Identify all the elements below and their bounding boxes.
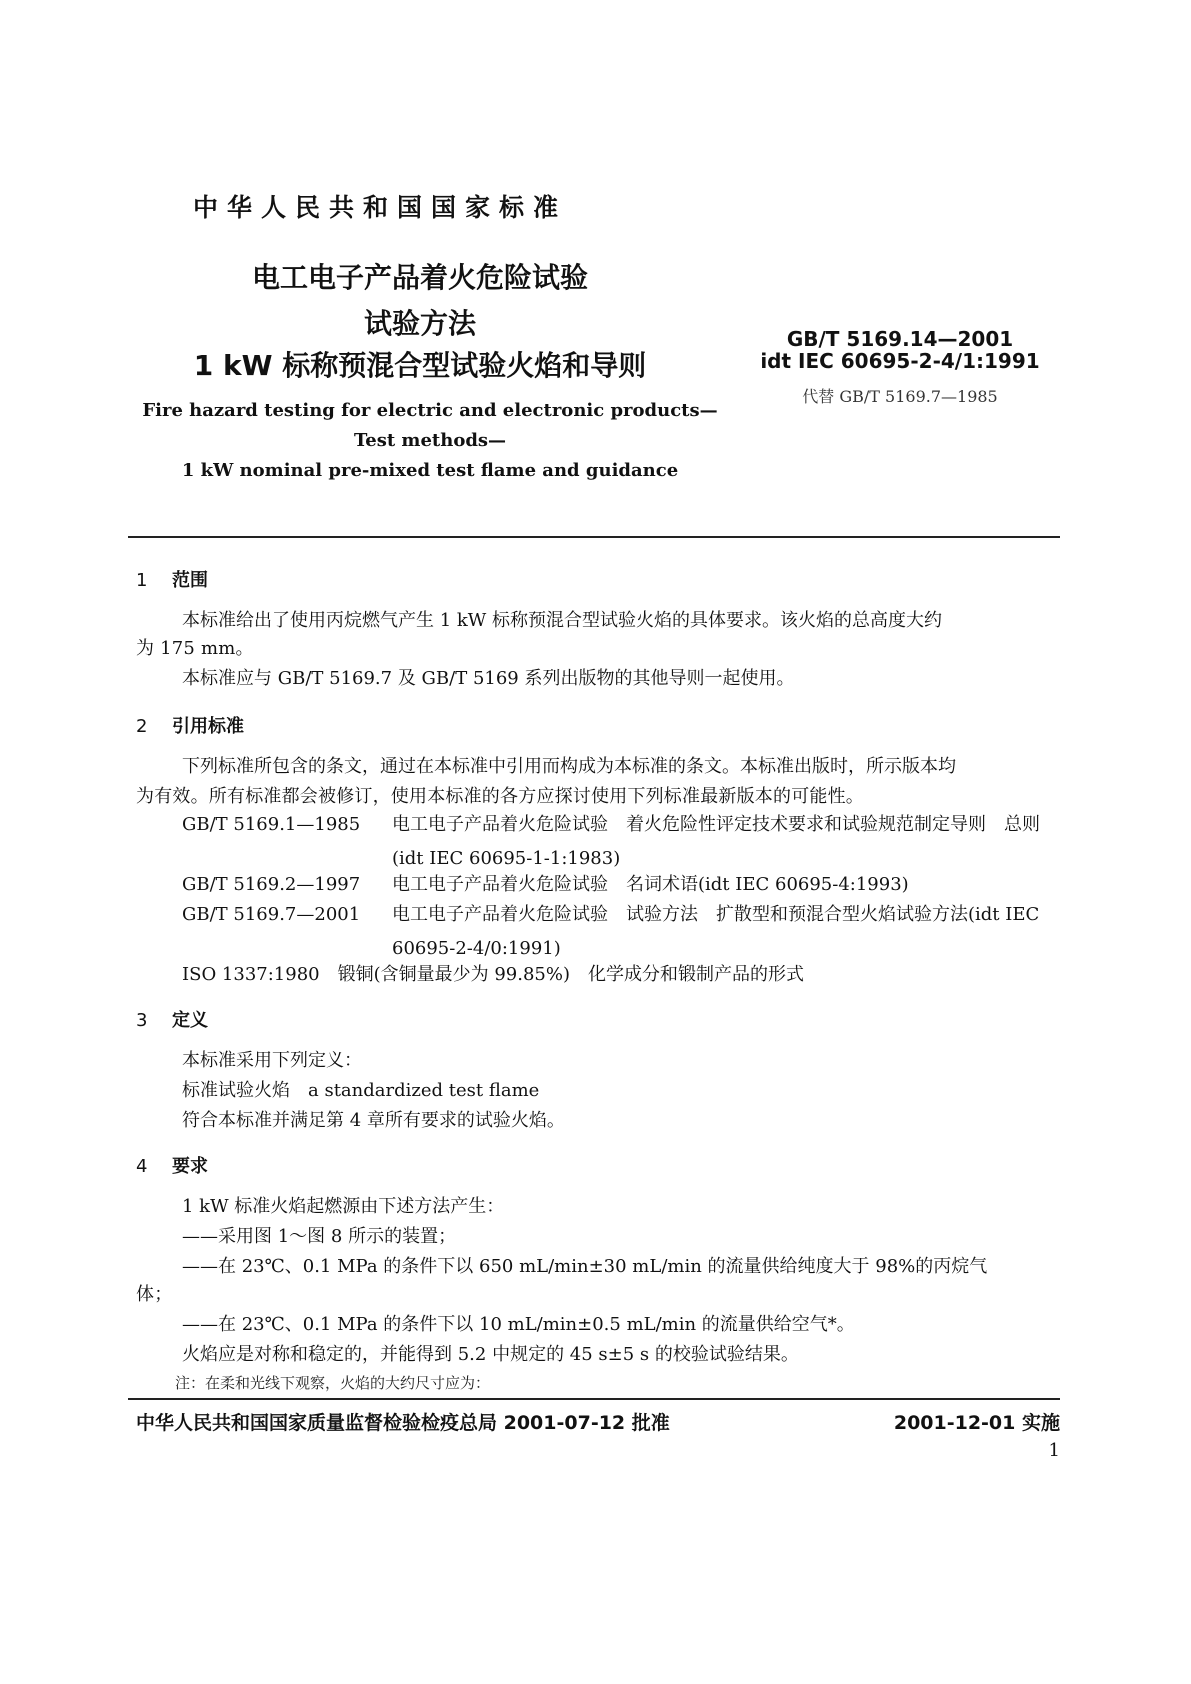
title-cn-line-2: 试验方法 [363, 307, 476, 340]
title-en-line-1: Fire hazard testing for electric and electronic products— [142, 400, 718, 421]
section-2-heading [136, 712, 244, 738]
section-1-heading [136, 566, 208, 592]
sec4-item-3: ——在 23℃、0.1 MPa 的条件下以 10 mL/min±0.5 mL/min 的流量供给空气*。 [182, 1314, 855, 1335]
idt-reference: idt IEC 60695-2-4/1:1991 [760, 349, 1040, 373]
sec1-paragraph-1b: 为 175 mm。 [136, 638, 254, 659]
sec4-note: 注：在柔和光线下观察，火焰的大约尺寸应为： [175, 1374, 491, 1392]
reference-description: 电工电子产品着火危险试验 试验方法 扩散型和预混合型火焰试验方法(idt IEC 60695-2-4/0:1991) [392, 904, 1040, 959]
title-en-line-3: 1 kW nominal pre-mixed test flame and guidance [181, 460, 679, 481]
sec3-definition-text: 符合本标准并满足第 4 章所有要求的试验火焰。 [182, 1110, 565, 1131]
reference-item [182, 808, 1060, 876]
country-standard-heading: 中华人民共和国国家标准 [192, 193, 567, 222]
page-number: 1 [1048, 1440, 1060, 1461]
standard-number-block [740, 328, 1060, 407]
sec4-paragraph-5: 火焰应是对称和稳定的，并能得到 5.2 中规定的 45 s±5 s 的校验试验结果。 [182, 1344, 799, 1365]
sec1-paragraph-2: 本标准应与 GB/T 5169.7 及 GB/T 5169 系列出版物的其他导则一起使用。 [182, 668, 795, 689]
reference-code: GB/T 5169.7—2001 [182, 904, 361, 925]
title-en-line-2: Test methods— [353, 430, 507, 451]
iso-reference: ISO 1337:1980 锻铜(含铜量最少为 99.85%) 化学成分和锻制产品的形式 [182, 964, 804, 985]
section-number: 2 [136, 716, 148, 737]
section-title: 引用标准 [172, 716, 244, 737]
reference-item [182, 868, 1060, 902]
section-number: 4 [136, 1156, 148, 1177]
footer-divider [128, 1398, 1060, 1400]
section-number: 3 [136, 1010, 148, 1031]
sec4-item-2a: ——在 23℃、0.1 MPa 的条件下以 650 mL/min±30 mL/min 的流量供给纯度大于 98%的丙烷气 [182, 1256, 988, 1277]
reference-code: GB/T 5169.2—1997 [182, 874, 361, 895]
section-title: 要求 [172, 1156, 208, 1177]
sec3-definition-term: 标准试验火焰 a standardized test flame [182, 1080, 540, 1101]
reference-item [182, 898, 1060, 966]
title-cn-line-1: 电工电子产品着火危险试验 [251, 261, 588, 294]
sec2-paragraph-1b: 为有效。所有标准都会被修订，使用本标准的各方应探讨使用下列标准最新版本的可能性。 [136, 786, 864, 807]
replaces-standard: 代替 GB/T 5169.7—1985 [802, 387, 998, 406]
section-4-heading [136, 1152, 208, 1178]
sec4-paragraph-1: 1 kW 标准火焰起燃源由下述方法产生： [182, 1196, 505, 1217]
effective-date: 2001-12-01 实施 [893, 1412, 1060, 1434]
approval-statement: 中华人民共和国国家质量监督检验检疫总局 2001-07-12 批准 [136, 1412, 670, 1434]
sec3-paragraph-1: 本标准采用下列定义： [182, 1050, 362, 1071]
sec4-item-2b: 体； [136, 1284, 173, 1305]
sec2-paragraph-1a: 下列标准所包含的条文，通过在本标准中引用而构成为本标准的条文。本标准出版时，所示版本均 [182, 756, 956, 777]
standard-number: GB/T 5169.14—2001 [786, 327, 1014, 351]
sec4-item-1: ——采用图 1～图 8 所示的装置； [182, 1226, 457, 1247]
section-number: 1 [136, 570, 148, 591]
reference-description: 电工电子产品着火危险试验 着火危险性评定技术要求和试验规范制定导则 总则(idt IEC 60695-1-1:1983) [392, 814, 1040, 869]
section-title: 定义 [172, 1010, 208, 1031]
sec1-paragraph-1a: 本标准给出了使用丙烷燃气产生 1 kW 标称预混合型试验火焰的具体要求。该火焰的总高度大约 [182, 610, 943, 631]
header-divider [128, 536, 1060, 538]
title-cn-line-3: 1 kW 标称预混合型试验火焰和导则 [193, 349, 647, 382]
reference-code: GB/T 5169.1—1985 [182, 814, 361, 835]
section-3-heading [136, 1006, 208, 1032]
reference-description: 电工电子产品着火危险试验 名词术语(idt IEC 60695-4:1993) [392, 874, 909, 895]
section-title: 范围 [172, 570, 208, 591]
